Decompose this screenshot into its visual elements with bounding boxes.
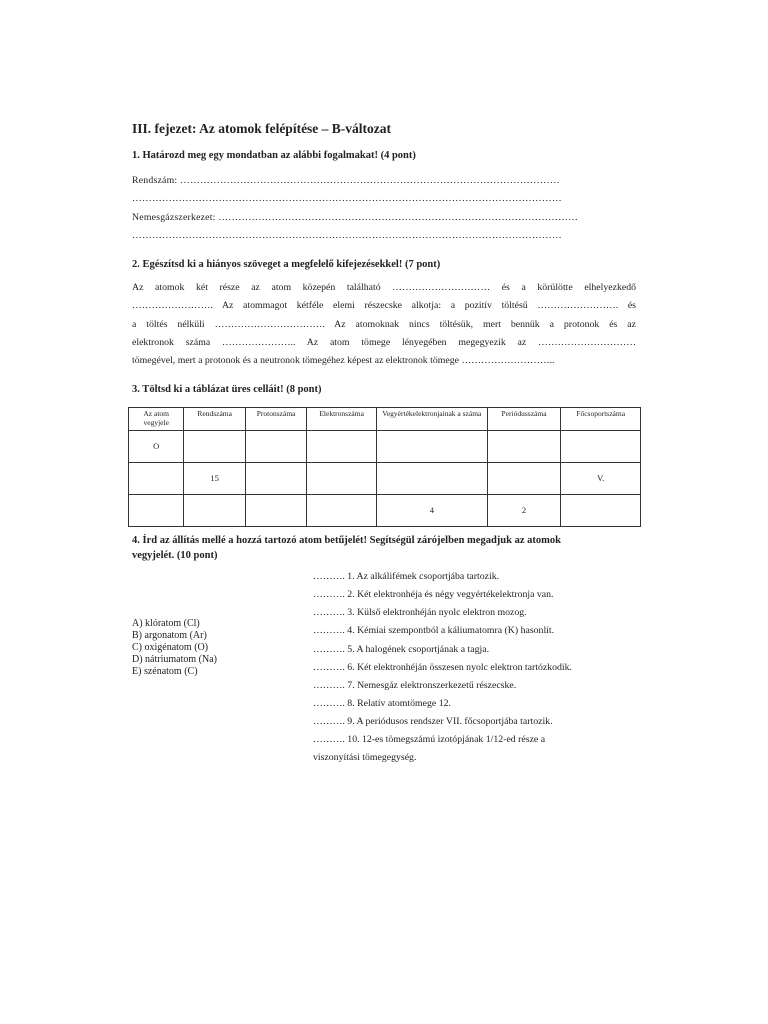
table-row (129, 495, 641, 527)
table-cell[interactable] (245, 495, 306, 527)
statement-2: ………. 2. Két elektronhéja és négy vegyértékelektronja van. (313, 589, 554, 600)
table-row (129, 463, 641, 495)
table-cell[interactable] (245, 463, 306, 495)
table-cell[interactable]: 2 (487, 495, 561, 527)
task2-text-line-1: Az atomok két része az atom közepén található ………………………… és a körülötte elhelyezkedő (132, 282, 636, 293)
table-header-cell: Vegyértékelektronjainak a száma (376, 408, 487, 431)
table-header-cell: Protonszáma (245, 408, 306, 431)
table-cell[interactable] (487, 463, 561, 495)
statement-9: ………. 9. A periódusos rendszer VII. főcsoportjába tartozik. (313, 716, 553, 727)
table-cell[interactable] (307, 495, 377, 527)
task4-heading-line-2: vegyjelét. (10 pont) (132, 550, 218, 561)
table-cell[interactable] (184, 431, 245, 463)
task2-text-line-4: elektronok száma ………………….. Az atom tömege lényegében megegyezik az ………………………… (132, 337, 636, 348)
task1-line-rendszam: Rendszám: …………………………………………………………………………………………………… (132, 175, 560, 186)
table-cell[interactable] (245, 431, 306, 463)
page-title: III. fejezet: Az atomok felépítése – B-változat (132, 121, 392, 136)
task2-text-line-2: ……………………. Az atommagot kétféle elemi részecske alkotja: a pozitív töltésű ……………………. és (132, 300, 636, 311)
table-cell[interactable] (184, 495, 245, 527)
table-header-cell: Főcsoportszáma (561, 408, 641, 431)
table-cell[interactable] (129, 463, 184, 495)
table-header-row (129, 408, 641, 431)
task1-heading: 1. Határozd meg egy mondatban az alábbi fogalmakat! (4 pont) (132, 150, 416, 161)
task1-line-4: ………………………………………………………………………………………………………………… (132, 230, 562, 241)
table-cell[interactable] (487, 431, 561, 463)
table-cell[interactable]: 4 (376, 495, 487, 527)
table-cell[interactable] (561, 495, 641, 527)
table-cell[interactable] (307, 463, 377, 495)
task4-heading-line-1: 4. Írd az állítás mellé a hozzá tartozó atom betűjelét! Segítségül zárójelben megadjuk az atomok (132, 535, 561, 546)
statement-3: ………. 3. Külső elektronhéján nyolc elektron mozog. (313, 607, 527, 618)
option-d: D) nátriumatom (Na) (132, 654, 217, 665)
table-header-cell: Rendszáma (184, 408, 245, 431)
statement-10: ………. 10. 12-es tömegszámú izotópjának 1/12-ed része a (313, 734, 546, 745)
statement-4: ………. 4. Kémiai szempontból a káliumatomra (K) hasonlít. (313, 625, 555, 636)
table-cell[interactable] (376, 463, 487, 495)
option-c: C) oxigénatom (O) (132, 642, 209, 653)
task2-heading: 2. Egészítsd ki a hiányos szöveget a megfelelő kifejezésekkel! (7 pont) (132, 259, 441, 270)
table-header-cell: Elektronszáma (307, 408, 377, 431)
option-b: B) argonatom (Ar) (132, 630, 207, 641)
statement-6: ………. 6. Két elektronhéján összesen nyolc elektron tartózkodik. (313, 662, 573, 673)
task3-heading: 3. Töltsd ki a táblázat üres celláit! (8 pont) (132, 384, 322, 395)
task1-line-2: ………………………………………………………………………………………………………………… (132, 193, 562, 204)
table-cell[interactable] (129, 495, 184, 527)
task2-text-line-3: a töltés nélküli ……………………………. Az atomoknak nincs töltésük, mert bennük a protonok és az (132, 319, 636, 330)
table-cell[interactable] (376, 431, 487, 463)
table-cell[interactable] (561, 431, 641, 463)
statement-1: ………. 1. Az alkálifémek csoportjába tartozik. (313, 571, 500, 582)
statement-7: ………. 7. Nemesgáz elektronszerkezetű részecske. (313, 680, 517, 691)
task1-line-nemesgaz: Nemesgázszerkezet: ……………………………………………………………………………………………… (132, 212, 579, 223)
statement-10-continued: viszonyítási tömegegység. (313, 752, 417, 763)
table-cell[interactable]: 15 (184, 463, 245, 495)
table-header-cell: Periódusszáma (487, 408, 561, 431)
table-cell[interactable] (307, 431, 377, 463)
table-cell[interactable]: O (129, 431, 184, 463)
table-cell[interactable]: V. (561, 463, 641, 495)
task2-text-line-5: tömegével, mert a protonok és a neutronok tömegéhez képest az elektronok tömege ……………………….. (132, 355, 555, 366)
table-header-cell: Az atom vegyjele (129, 408, 184, 431)
statement-8: ………. 8. Relatív atomtömege 12. (313, 698, 451, 709)
option-e: E) szénatom (C) (132, 666, 198, 677)
atom-table (128, 407, 641, 527)
option-a: A) klóratom (Cl) (132, 618, 200, 629)
table-row (129, 431, 641, 463)
statement-5: ………. 5. A halogének csoportjának a tagja. (313, 644, 490, 655)
